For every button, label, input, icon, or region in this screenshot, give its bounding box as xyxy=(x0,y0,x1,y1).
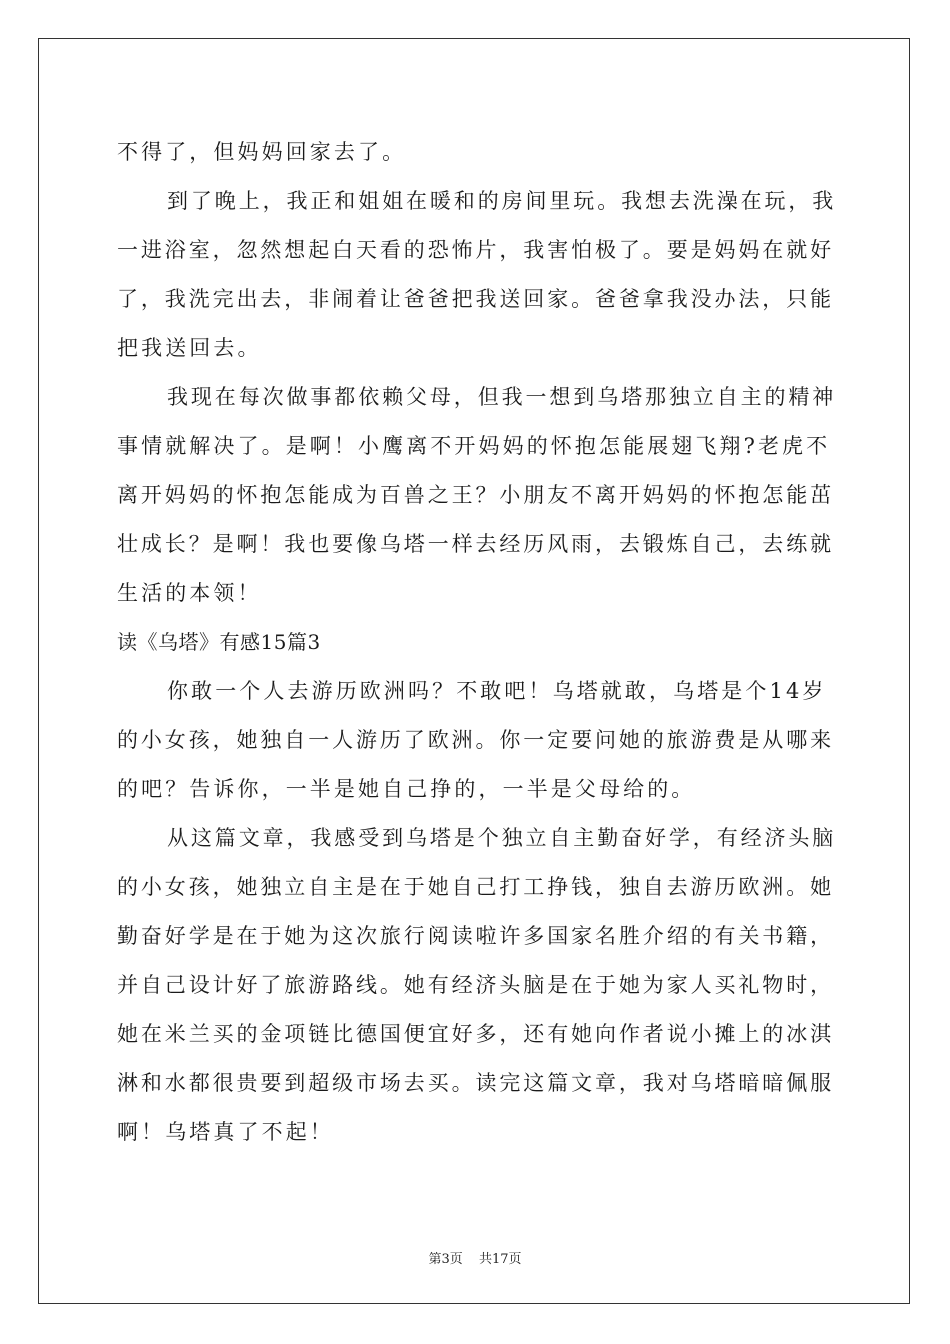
text-line: 勤奋好学是在于她为这次旅行阅读啦许多国家名胜介绍的有关书籍， xyxy=(117,924,834,948)
text-line: 到了晚上，我正和姐姐在暖和的房间里玩。我想去洗澡在玩，我 xyxy=(167,189,837,213)
text-line: 一进浴室，忽然想起白天看的恐怖片，我害怕极了。要是妈妈在就好 xyxy=(117,238,834,262)
text-line: 的吧？告诉你，一半是她自己挣的，一半是父母给的。 xyxy=(117,777,696,801)
text-line: 她在米兰买的金项链比德国便宜好多，还有她向作者说小摊上的冰淇 xyxy=(117,1022,834,1046)
text-line: 淋和水都很贵要到超级市场去买。读完这篇文章，我对乌塔暗暗佩服 xyxy=(117,1071,834,1095)
text-line: 的小女孩，她独自一人游历了欧洲。你一定要问她的旅游费是从哪来 xyxy=(117,728,834,752)
text-line: 的小女孩，她独立自主是在于她自己打工挣钱，独自去游历欧洲。她 xyxy=(117,875,834,899)
section-heading: 读《乌塔》有感15篇3 xyxy=(117,630,321,654)
text-line: 事情就解决了。是啊！小鹰离不开妈妈的怀抱怎能展翅飞翔?老虎不 xyxy=(117,434,831,458)
text-line: 把我送回去。 xyxy=(117,336,262,360)
text-line: 生活的本领！ xyxy=(117,581,262,605)
text-line: 离开妈妈的怀抱怎能成为百兽之王？小朋友不离开妈妈的怀抱怎能茁 xyxy=(117,483,834,507)
text-line: 啊！乌塔真了不起！ xyxy=(117,1120,334,1144)
text-line: 从这篇文章，我感受到乌塔是个独立自主勤奋好学，有经济头脑 xyxy=(167,826,837,850)
page-footer xyxy=(0,1248,950,1267)
page-number: 第3页 xyxy=(428,1252,463,1267)
text-line: 了，我洗完出去，非闹着让爸爸把我送回家。爸爸拿我没办法，只能 xyxy=(117,287,834,311)
text-line: 我现在每次做事都依赖父母，但我一想到乌塔那独立自主的精神 xyxy=(167,385,837,409)
text-line: 并自己设计好了旅游路线。她有经济头脑是在于她为家人买礼物时， xyxy=(117,973,834,997)
text-line: 壮成长？是啊！我也要像乌塔一样去经历风雨，去锻炼自己，去练就 xyxy=(117,532,834,556)
text-line: 不得了，但妈妈回家去了。 xyxy=(117,140,407,164)
document-body xyxy=(117,128,837,1157)
text-line: 你敢一个人去游历欧洲吗？不敢吧！乌塔就敢，乌塔是个14岁 xyxy=(167,679,827,703)
page-total: 共17页 xyxy=(478,1252,522,1267)
